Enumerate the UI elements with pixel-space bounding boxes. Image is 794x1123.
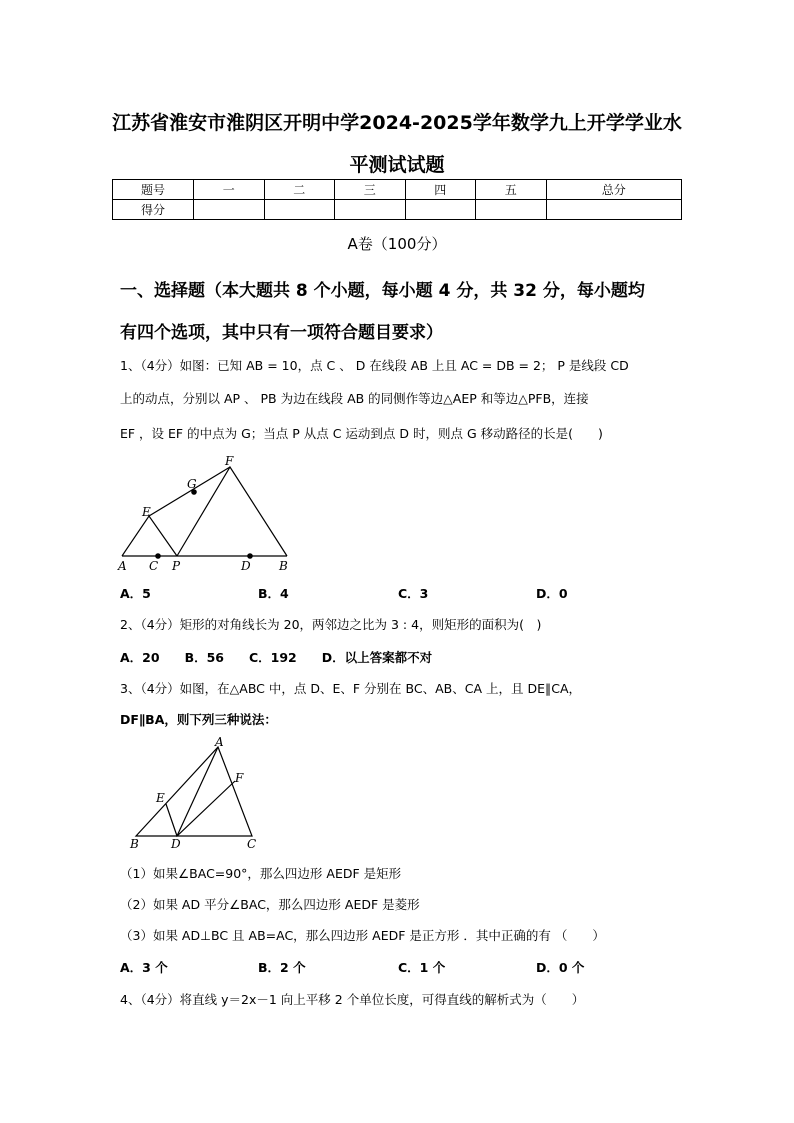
label-F: F	[235, 771, 244, 785]
segment-EF	[149, 467, 230, 516]
q3-line2: DF∥BA，则下列三种说法：	[120, 712, 277, 727]
q1-option-c: C．3	[398, 586, 429, 601]
score-cell	[194, 200, 265, 220]
score-cell	[405, 200, 476, 220]
label-C: C	[149, 559, 159, 573]
q3-statement-2: （2）如果 AD 平分∠BAC，那么四边形 AEDF 是菱形	[120, 897, 420, 912]
q1-line1: 1、（4分）如图：已知 AB = 10，点 C 、 D 在线段 AB 上且 AC = DB = 2； P 是线段 CD	[120, 358, 629, 373]
q2-options: A．20 B．56 C．192 D．以上答案都不对	[120, 650, 433, 665]
label-C: C	[247, 837, 257, 851]
document-title-line2: 平测试试题	[349, 154, 445, 176]
score-header-cell: 三	[335, 180, 406, 200]
score-table-header-row	[113, 180, 682, 200]
label-P: P	[172, 559, 181, 573]
label-E: E	[156, 791, 165, 805]
label-D: D	[241, 559, 251, 573]
label-G: G	[187, 477, 197, 491]
part-a-heading: A卷（100分）	[347, 235, 447, 253]
label-E: E	[142, 505, 151, 519]
document-title-line1: 江苏省淮安市淮阴区开明中学2024-2025学年数学九上开学学业水	[112, 112, 682, 134]
q3-option-c: C．1 个	[398, 960, 446, 975]
score-cell	[335, 200, 406, 220]
q1-option-b: B．4	[258, 586, 289, 601]
score-header-cell: 二	[264, 180, 335, 200]
score-row-label: 得分	[113, 200, 194, 220]
score-table-score-row	[113, 200, 682, 220]
point-D	[247, 553, 253, 559]
q3-option-b: B．2 个	[258, 960, 306, 975]
section1-heading-line2: 有四个选项，其中只有一项符合题目要求）	[120, 323, 443, 343]
triangle-ABC	[136, 747, 252, 836]
q1-option-a: A．5	[120, 586, 151, 601]
q1-line2: 上的动点，分别以 AP 、 PB 为边在线段 AB 的同侧作等边△AEP 和等边△PFB，连接	[120, 391, 589, 406]
q1-option-d: D．0	[536, 586, 568, 601]
q1-line3: EF ，设 EF 的中点为 G；当点 P 从点 C 运动到点 D 时，则点 G 移动路径的长是( )	[120, 426, 603, 441]
q1-figure	[112, 450, 302, 576]
section1-heading-line1: 一、选择题（本大题共 8 个小题，每小题 4 分，共 32 分，每小题均	[120, 281, 645, 301]
triangle-AEP	[122, 516, 177, 556]
q3-option-a: A．3 个	[120, 960, 168, 975]
score-table	[112, 179, 682, 220]
label-A: A	[118, 559, 127, 573]
q3-figure	[125, 732, 275, 852]
label-B: B	[279, 559, 288, 573]
q3-line1: 3、（4分）如图，在△ABC 中，点 D、E、F 分别在 BC、AB、CA 上，且 DE∥CA，	[120, 681, 581, 696]
label-F: F	[225, 454, 234, 468]
label-B: B	[130, 837, 139, 851]
score-header-cell: 一	[194, 180, 265, 200]
q3-statement-1: （1）如果∠BAC=90°，那么四边形 AEDF 是矩形	[120, 866, 402, 881]
segments-ED-DF	[166, 781, 235, 836]
q2-line1: 2、（4分）矩形的对角线长为 20，两邻边之比为 3 : 4，则矩形的面积为( )	[120, 617, 542, 632]
score-header-cell: 总分	[546, 180, 682, 200]
point-C	[155, 553, 161, 559]
score-header-cell: 四	[405, 180, 476, 200]
q3-statement-3: （3）如果 AD⊥BC 且 AB=AC，那么四边形 AEDF 是正方形 ．其中正确的有 （ ）	[120, 928, 605, 943]
label-D: D	[171, 837, 181, 851]
segment-AD	[177, 747, 218, 836]
score-cell	[546, 200, 682, 220]
q3-option-d: D．0 个	[536, 960, 585, 975]
score-header-cell: 五	[476, 180, 547, 200]
score-header-cell: 题号	[113, 180, 194, 200]
score-cell	[264, 200, 335, 220]
label-A: A	[215, 735, 224, 749]
q4-line1: 4、（4分）将直线 y＝2x－1 向上平移 2 个单位长度，可得直线的解析式为（ ）	[120, 992, 585, 1007]
score-cell	[476, 200, 547, 220]
